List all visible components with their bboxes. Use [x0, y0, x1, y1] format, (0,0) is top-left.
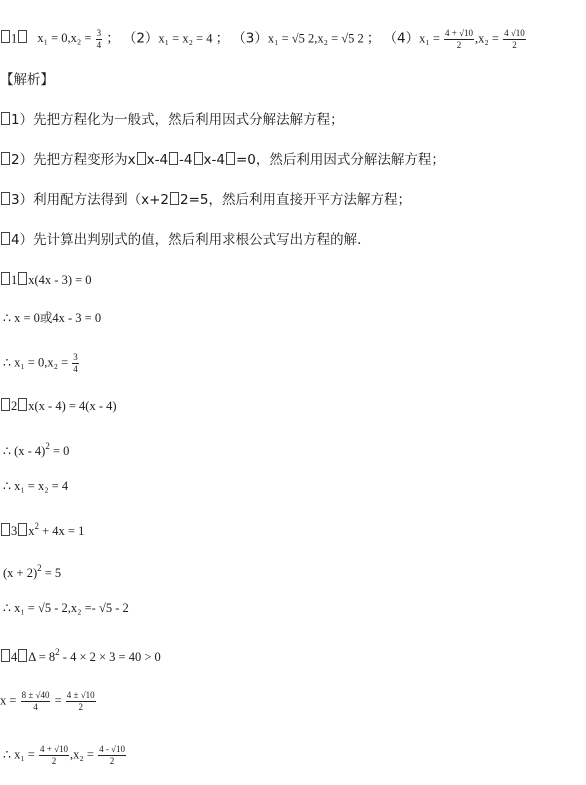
missing-glyph-box [1, 152, 10, 165]
missing-glyph-box [137, 152, 146, 165]
missing-glyph-box [18, 523, 27, 536]
missing-glyph-box [169, 152, 178, 165]
analysis-heading: 【解析】 [0, 72, 54, 88]
fraction: $\frac{4 - √10}{2}$ [99, 744, 125, 766]
missing-glyph-box [170, 192, 179, 205]
part-label: （3） [232, 30, 268, 47]
missing-glyph-box [1, 649, 10, 662]
missing-glyph-box [1, 232, 10, 245]
missing-glyph-box [18, 272, 27, 285]
solution-3-result: ∴ x₁ = √5 - 2,x₂ =- √5 - 2 [3, 601, 129, 615]
solution-1-equation: 1 x(4x - 3) = 0 [0, 272, 92, 288]
missing-glyph-box [1, 192, 10, 205]
missing-glyph-box [18, 30, 27, 43]
answer-line [0, 28, 527, 51]
missing-glyph-box [1, 523, 10, 536]
fraction: $\frac{4 √10}{2}$ [504, 28, 525, 50]
fraction: $\frac{4 + √10}{2}$ [40, 744, 69, 766]
fraction: $\frac{3}{4}$ [73, 352, 78, 374]
separator: ； [366, 30, 381, 47]
answer-part3: x₁ = √5 2,x₂ = √5 2 [267, 31, 364, 46]
missing-glyph-box [194, 152, 203, 165]
solution-4-formula: x = $\frac{8 \pm √40}{4}$ = $\frac{4 \pm √10}{2}$ [0, 690, 95, 712]
fraction: $\frac{4 \pm √10}{2}$ [66, 690, 95, 712]
separator: ； [106, 30, 120, 47]
missing-glyph-box [18, 649, 27, 662]
solution-2-equation: 2 x(x - 4) = 4(x - 4) [0, 398, 117, 414]
answer-part2: x₁ = x₂ = 4 [158, 31, 213, 46]
missing-glyph-box [1, 398, 10, 411]
missing-glyph-box [1, 112, 10, 125]
part-label: 1 [11, 31, 18, 46]
separator: ； [215, 30, 230, 47]
solution-2-step: ∴ (x - 4)$^2$ = 0 [3, 441, 70, 458]
analysis-item-1: 1）先把方程化为一般式，然后利用因式分解法解方程； [0, 112, 344, 128]
missing-glyph-box [226, 152, 235, 165]
missing-glyph-box [1, 272, 10, 285]
fraction: $\frac{8 \pm √40}{4}$ [21, 690, 50, 712]
answer-part1: x₁ = 0,x₂ = [37, 31, 95, 46]
solution-4-result: ∴ x₁ = $\frac{4 + √10}{2}$ ,x₂ = $\frac{4 - √10}{2}$ [3, 744, 125, 766]
analysis-item-4: 4）先计算出判别式的值，然后利用求根公式写出方程的解． [0, 232, 371, 248]
solution-4-discriminant: 4 $\Delta = 8^2 - 4 \times 2 \times 3 = 40 > 0$ [0, 644, 161, 665]
solution-3-equation: 3 $x^2 + 4x = 1$ [0, 518, 84, 539]
solution-1-result: ∴ x₁ = 0,x₂ = $\frac{3}{4}$ [3, 352, 78, 374]
answer-part4: x₁ = [419, 31, 444, 46]
part-label: （4） [383, 30, 420, 47]
fraction: $\frac{4 + √10}{2}$ [445, 28, 474, 50]
analysis-item-3: 3）利用配方法得到（x+2 2=5，然后利用直接开平方法解方程； [0, 192, 411, 208]
solution-3-step: $(x + 2)^2 = 5$ [3, 563, 62, 580]
missing-glyph-box [18, 398, 27, 411]
fraction: $\frac{3}{4}$ [96, 28, 102, 50]
solution-1-step: ∴ x = 0或4x - 3 = 0 [3, 311, 102, 325]
solution-2-result: ∴ x₁ = x₂ = 4 [3, 479, 69, 493]
missing-glyph-box [1, 30, 10, 43]
analysis-item-2: 2）先把方程变形为x x-4 -4 x-4 =0，然后利用因式分解法解方程； [0, 152, 445, 168]
part-label: （2） [122, 30, 159, 47]
answer-part4-mid: ,x₂ = [475, 31, 503, 46]
